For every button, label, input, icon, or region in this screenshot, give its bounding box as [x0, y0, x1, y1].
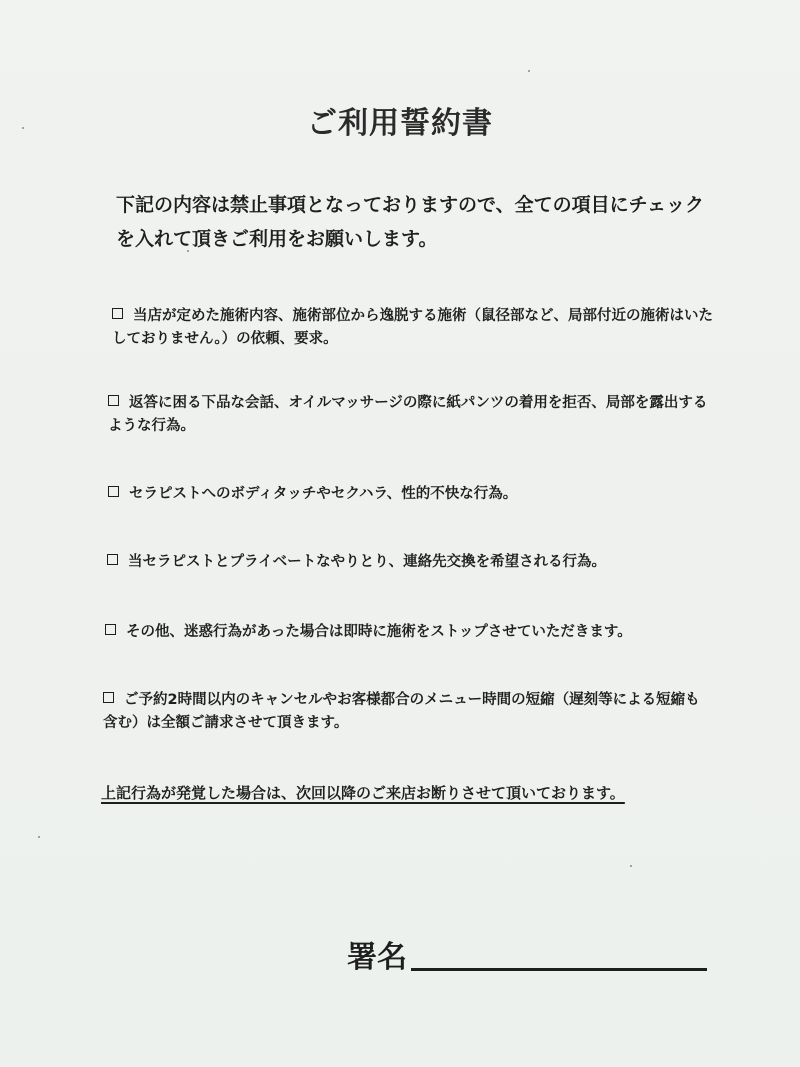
checklist-item: [103, 689, 713, 735]
checkbox[interactable]: [112, 308, 123, 319]
checkbox[interactable]: [108, 395, 119, 406]
checklist-item: [107, 551, 707, 574]
checklist-item: [108, 392, 708, 438]
checkbox[interactable]: [108, 486, 119, 497]
checklist-item: [108, 483, 708, 506]
checklist-item-text: その他、迷惑行為があった場合は即時に施術をストップさせていただきます。: [126, 624, 632, 640]
signature-block: [347, 932, 717, 976]
checklist-item-text: ご予約2時間以内のキャンセルやお客様都合のメニュー時間の短縮（遅刻等による短縮も含む）は全額ご請求させて頂きます。: [103, 692, 700, 731]
checklist-item-text: 返答に困る下品な会話、オイルマッサージの際に紙パンツの着用を拒否、局部を露出するような行為。: [108, 395, 708, 434]
checklist-item-text: 当セラピストとプライベートなやりとり、連絡先交換を希望される行為。: [128, 554, 607, 570]
paper-speck: [528, 70, 530, 72]
checklist-item: [112, 305, 722, 351]
checkbox[interactable]: [107, 554, 118, 565]
signature-line[interactable]: [411, 968, 707, 971]
checkbox[interactable]: [103, 692, 114, 703]
signature-label: 署名: [347, 940, 407, 975]
refusal-notice: 上記行為が発覚した場合は、次回以降のご来店お断りさせて頂いております。: [101, 784, 625, 802]
document-title: ご利用誓約書: [307, 106, 493, 141]
intro-text: 下記の内容は禁止事項となっておりますので、全ての項目にチェックを入れて頂きご利用をお願いします。: [116, 194, 705, 250]
checkbox[interactable]: [105, 624, 116, 635]
checklist-item-text: 当店が定めた施術内容、施術部位から逸脱する施術（鼠径部など、局部付近の施術はいたしておりません。）の依頼、要求。: [112, 308, 713, 347]
checklist-item-text: セラピストへのボディタッチやセクハラ、性的不快な行為。: [129, 486, 518, 502]
paper-speck: [38, 836, 40, 838]
paper-speck: [630, 865, 632, 867]
checklist-item: [105, 621, 705, 644]
